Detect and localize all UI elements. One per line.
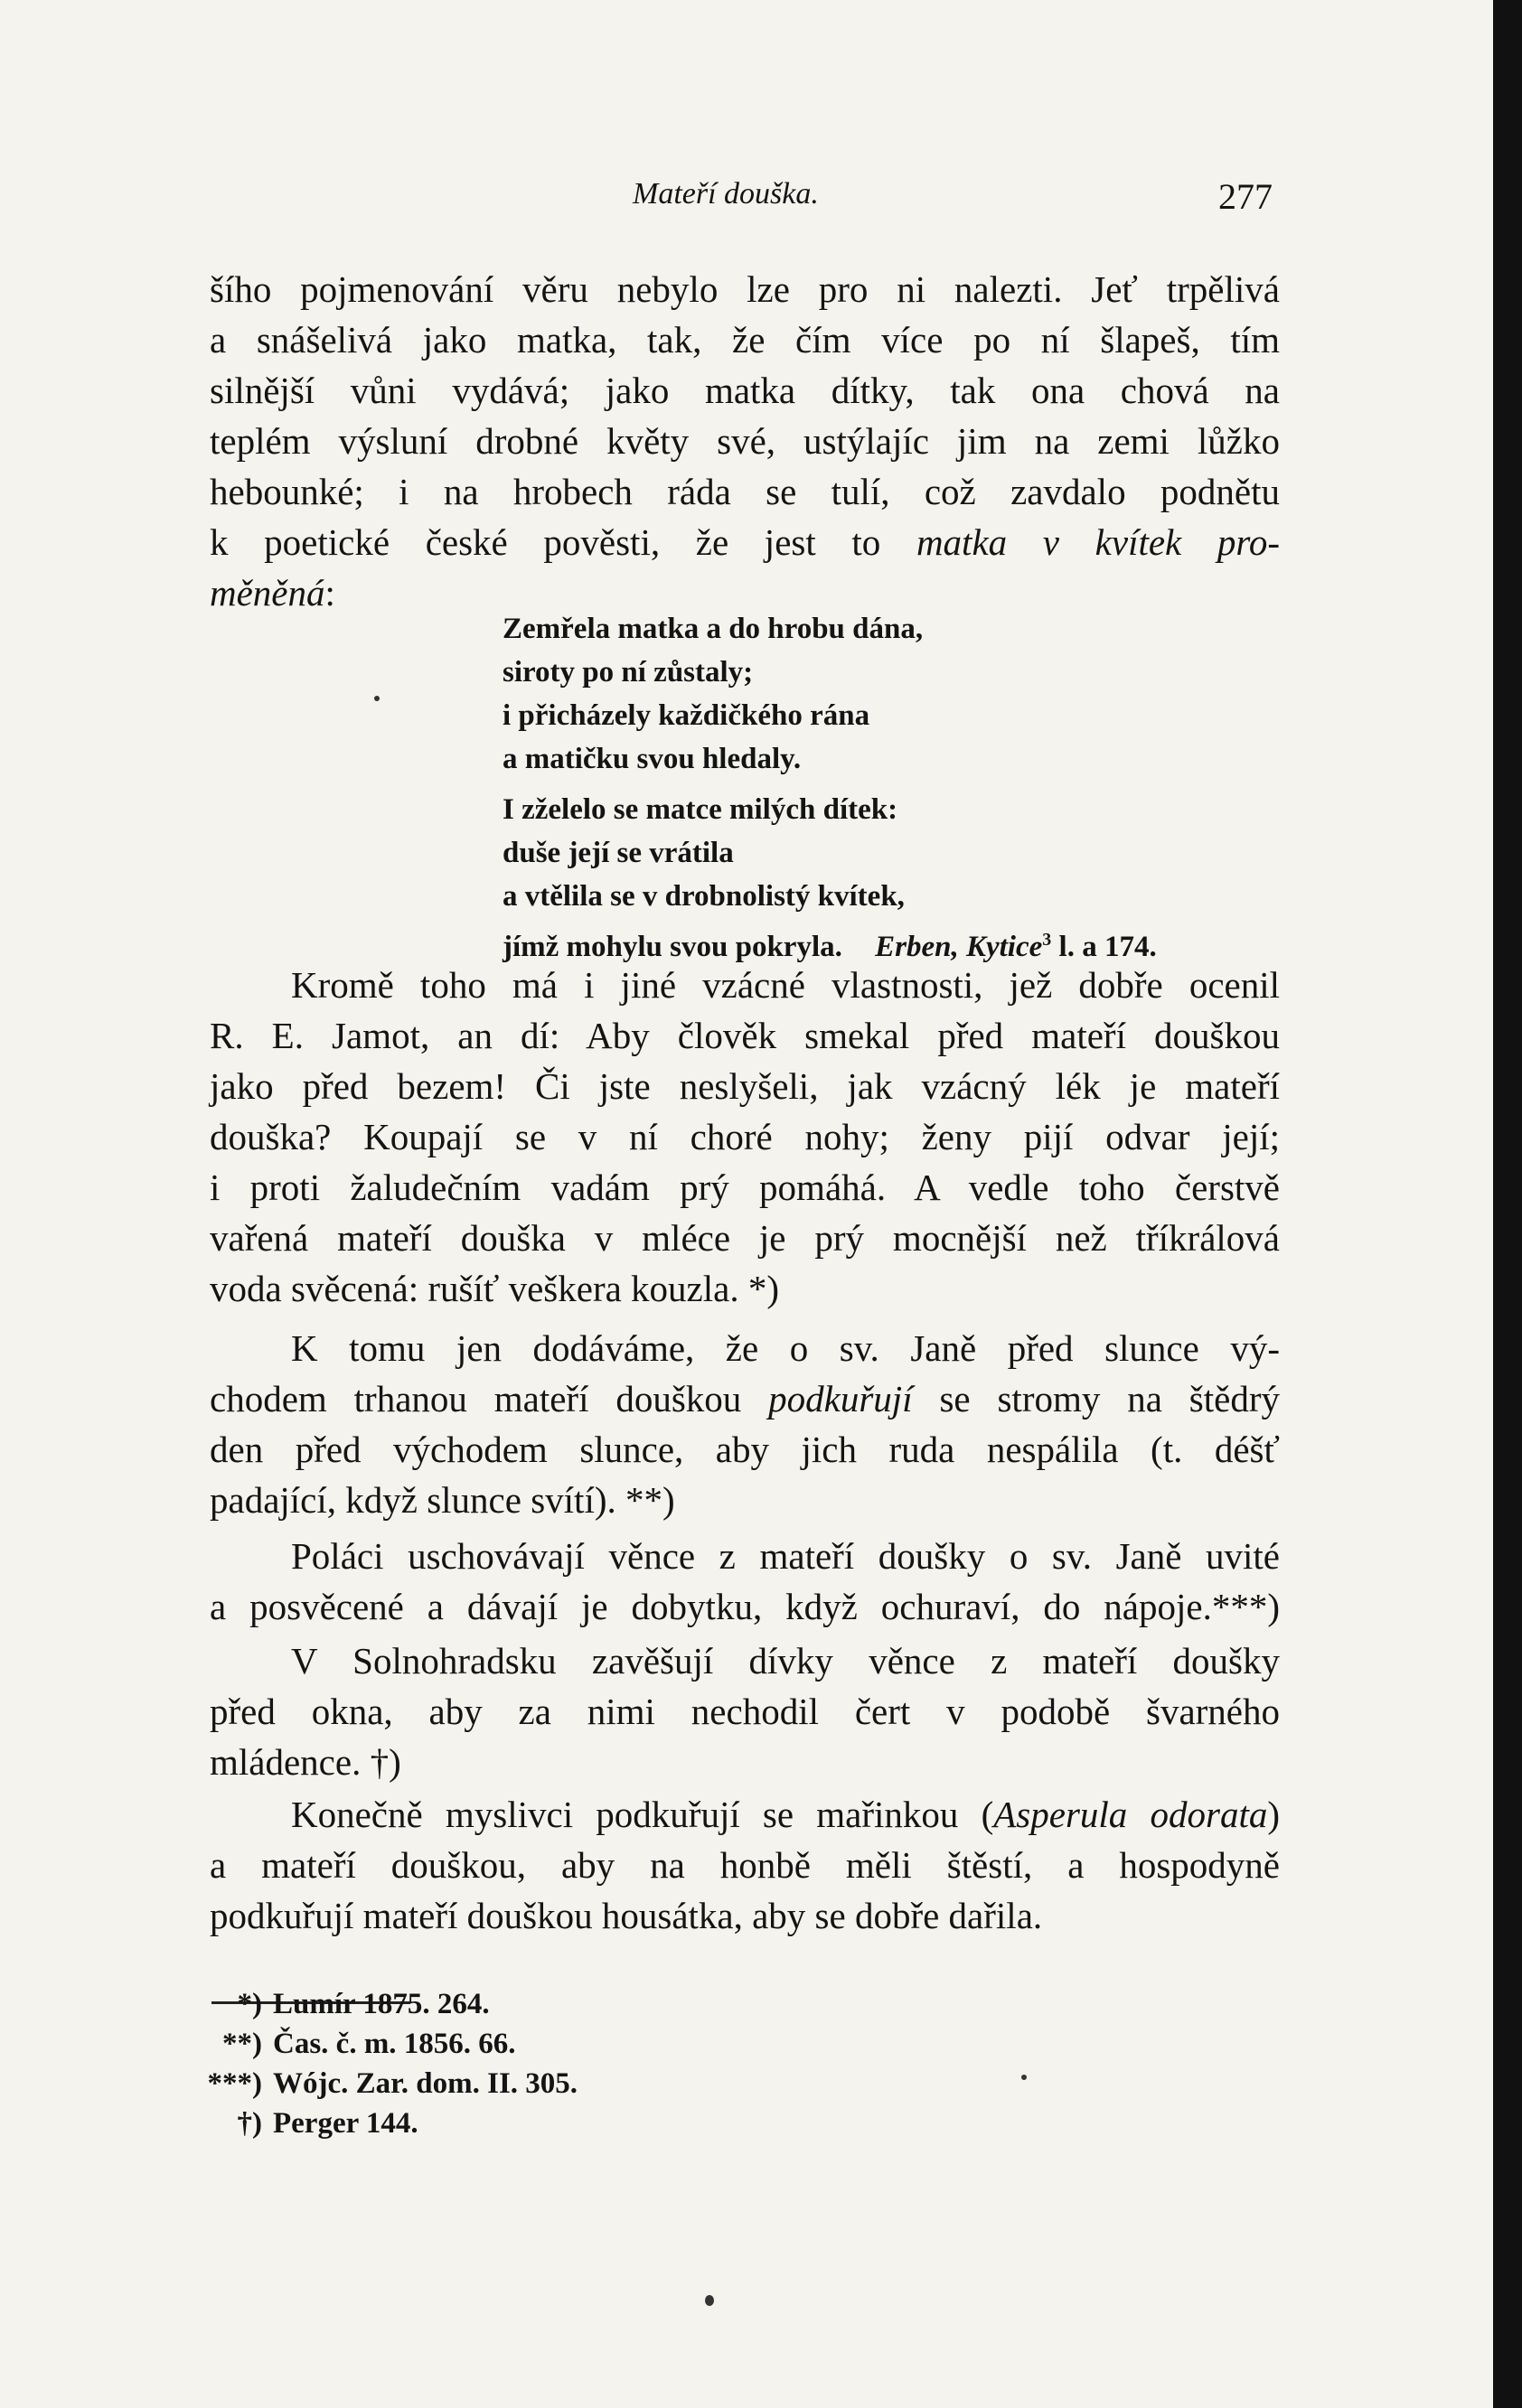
text-line: K tomu jen dodáváme, že o sv. Janě před slunce vý- bbox=[291, 1327, 1280, 1369]
text-line: Konečně myslivci podkuřují se mařinkou (Asperula odorata) bbox=[291, 1794, 1280, 1835]
poem-line: siroty po ní zůstaly; bbox=[503, 656, 754, 689]
footnote-mark: †) bbox=[237, 2107, 262, 2140]
scan-speck bbox=[1021, 2075, 1027, 2080]
poem-line: I zželelo se matce milých dítek: bbox=[503, 793, 898, 826]
scan-edge bbox=[1493, 0, 1522, 2408]
scan-speck bbox=[705, 2295, 714, 2306]
italic-phrase: měněná bbox=[210, 572, 325, 614]
poem-line: duše její se vrátila bbox=[503, 837, 734, 869]
text-line: a mateří douškou, aby na honbě měli štěstí, a hospodyně bbox=[210, 1844, 1280, 1886]
poem-line-text: jímž mohylu svou pokryla. bbox=[503, 931, 842, 963]
text-line: jako před bezem! Či jste neslyšeli, jak vzácný lék je mateří bbox=[210, 1065, 1280, 1107]
page-number: 277 bbox=[1218, 176, 1273, 217]
poem-line: Zemřela matka a do hrobu dána, bbox=[503, 613, 924, 645]
text-line: douška? Koupají se v ní choré nohy; ženy pijí odvar její; bbox=[210, 1116, 1280, 1157]
text-line: voda svěcená: rušíť veškera kouzla. *) bbox=[210, 1268, 779, 1309]
text-line: mládence. †) bbox=[210, 1741, 401, 1783]
footnote-mark: **) bbox=[222, 2028, 262, 2060]
text-line: silnější vůni vydává; jako matka dítky, tak ona chová na bbox=[210, 370, 1280, 411]
italic-phrase: podkuřují bbox=[768, 1378, 913, 1420]
poem-citation: Erben, Kytice$^3$ l. a 174. bbox=[875, 930, 1157, 963]
text-line: podkuřují mateří douškou housátka, aby se dobře dařila. bbox=[210, 1895, 1043, 1936]
footnote bbox=[172, 2064, 578, 2103]
text-line: hebounké; i na hrobech ráda se tulí, což zavdalo podnětu bbox=[210, 471, 1280, 512]
footnote bbox=[172, 2103, 418, 2143]
footnote-text: Perger 144. bbox=[273, 2107, 418, 2140]
text-line: padající, když slunce svítí). **) bbox=[210, 1479, 675, 1521]
text-line: i proti žaludečním vadám prý pomáhá. A vedle toho čerstvě bbox=[210, 1167, 1280, 1208]
text-line: a snášelivá jako matka, tak, že čím více po ní šlapeš, tím bbox=[210, 319, 1280, 361]
text-line: chodem trhanou mateří douškou podkuřují se stromy na štědrý bbox=[210, 1378, 1280, 1420]
text-fragment: : bbox=[324, 572, 335, 614]
footnote-text: Wójc. Zar. dom. II. 305. bbox=[273, 2067, 578, 2100]
footnote bbox=[172, 1984, 490, 2024]
text-line bbox=[210, 517, 1280, 567]
text-fragment: k poetické české pověsti, že jest to bbox=[210, 521, 916, 563]
footnote-mark: ***) bbox=[207, 2067, 262, 2100]
text-line: R. E. Jamot, an dí: Aby člověk smekal před mateří douškou bbox=[210, 1015, 1280, 1056]
poem-line: a matičku svou hledaly. bbox=[503, 743, 802, 775]
text-line: šího pojmenování věru nebylo lze pro ni nalezti. Jeť trpělivá bbox=[210, 268, 1280, 310]
text-line: teplém výsluní drobné květy své, ustýlajíc jim na zemi lůžko bbox=[210, 420, 1280, 462]
footnote-text: Lumír 1875. 264. bbox=[273, 1988, 490, 2020]
running-header-title: Mateří douška. bbox=[633, 177, 819, 211]
text-line: vařená mateří douška v mléce je prý mocnější než tříkrálová bbox=[210, 1217, 1280, 1259]
text-line: den před východem slunce, aby jich ruda nespálila (t. déšť bbox=[210, 1429, 1280, 1470]
text-line: a posvěcené a dávají je dobytku, když ochuraví, do nápoje.***) bbox=[210, 1586, 1280, 1627]
poem-line: i přicházely každičkého rána bbox=[503, 699, 870, 732]
text-line: před okna, aby za nimi nechodil čert v podobě švarného bbox=[210, 1691, 1280, 1732]
poem-line: a vtělila se v drobnolistý kvítek, bbox=[503, 880, 905, 913]
text-line: Kromě toho má i jiné vzácné vlastnosti, jež dobře ocenil bbox=[291, 964, 1280, 1006]
text-line: V Solnohradsku zavěšují dívky věnce z mateří doušky bbox=[291, 1640, 1280, 1682]
footnote bbox=[172, 2024, 516, 2064]
text-line: Poláci uschovávají věnce z mateří doušky o sv. Janě uvité bbox=[291, 1535, 1280, 1577]
footnote-mark: *) bbox=[237, 1988, 262, 2020]
italic-phrase: Asperula odorata bbox=[993, 1794, 1268, 1835]
footnote-text: Čas. č. m. 1856. 66. bbox=[273, 2028, 516, 2060]
scan-speck bbox=[374, 696, 380, 701]
italic-phrase: matka v kvítek pro- bbox=[916, 521, 1280, 563]
